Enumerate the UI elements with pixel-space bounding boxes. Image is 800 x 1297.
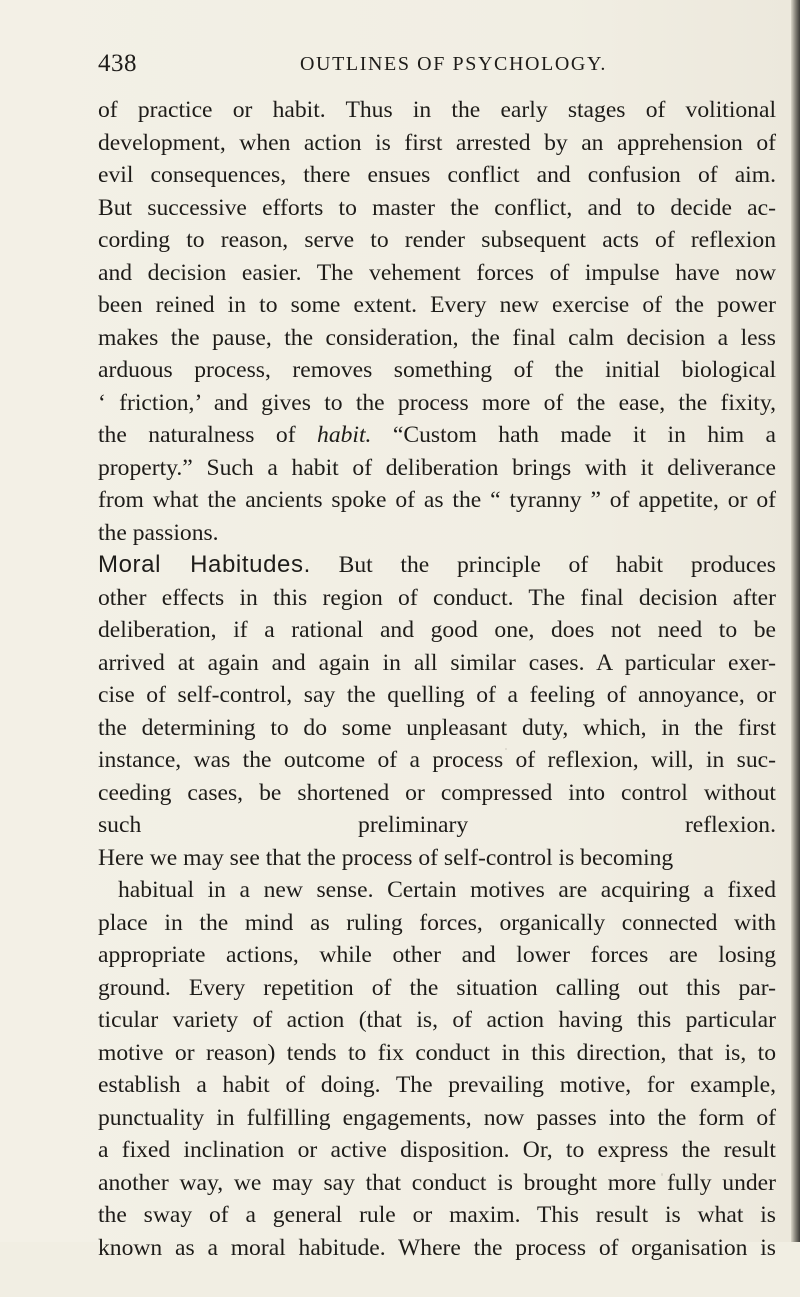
page-edge-shadow xyxy=(791,0,800,1242)
text-line: deliberation, if a rational and good one, does not need to be xyxy=(98,617,776,643)
text-line: other effects in this region of conduct. The final decision after xyxy=(98,584,776,611)
body-text xyxy=(98,94,776,1297)
text-line xyxy=(98,1264,776,1297)
text-line: property.” Such a habit of deliberation brings with it deliverance xyxy=(98,454,776,481)
page-header xyxy=(98,50,768,84)
text-line: place in the mind as ruling forces, organically connected with xyxy=(98,909,776,936)
text-line: appropriate actions, while other and lower forces are losing xyxy=(98,942,776,968)
text-line: ground. Every repetition of the situation calling out this par- xyxy=(98,974,776,1001)
text-line: evil consequences, there ensues conflict and confusion of aim. xyxy=(98,162,776,188)
text-line-sidehead xyxy=(98,549,776,582)
text-line: ‘ friction,’ and gives to the process more of the ease, the fixity, xyxy=(98,389,776,416)
text-segment: “Custom hath made it in him a xyxy=(371,422,776,448)
text-line: the determining to do some unpleasant duty, which, in the first xyxy=(98,714,776,741)
text-line: Here we may see that the process of self-control is becoming xyxy=(98,844,674,871)
text-line: and decision easier. The vehement forces of impulse have now xyxy=(98,259,776,286)
text-line: from what the ancients spoke of as the “ tyranny ” of appetite, or of xyxy=(98,487,776,513)
text-line: been reined in to some extent. Every new exercise of the power xyxy=(98,292,776,318)
text-line: motive or reason) tends to fix conduct in this direction, that is, to xyxy=(98,1039,776,1066)
text-line: arrived at again and again in all similar cases. A particular exer- xyxy=(98,649,776,676)
text-line: cording to reason, serve to render subsequent acts of reflexion xyxy=(98,227,776,253)
text-line: arduous process, removes something of the initial biological xyxy=(98,357,776,383)
paper-speck xyxy=(661,1173,663,1176)
text-line: another way, we may say that conduct is brought more fully under xyxy=(98,1169,776,1196)
text-line: habitual in a new sense. Certain motives are acquiring a fixed xyxy=(118,877,776,903)
text-line-mixed xyxy=(98,419,776,452)
text-line: the sway of a general rule or maxim. This result is what is xyxy=(98,1202,776,1228)
text-line: cise of self-control, say the quelling of a feeling of annoyance, or xyxy=(98,682,776,708)
text-line: development, when action is first arrested by an apprehension of xyxy=(98,129,776,156)
text-segment: the naturalness of xyxy=(98,422,318,448)
text-line: of practice or habit. Thus in the early stages of volitional xyxy=(98,97,776,123)
text-line: such preliminary reflexion. xyxy=(98,812,776,838)
italic-word: habit. xyxy=(317,422,372,448)
text-line: ceeding cases, be shortened or compressed into control without xyxy=(98,779,776,806)
section-sidehead: Moral Habitudes. xyxy=(98,551,311,578)
text-line: makes the pause, the consideration, the final calm decision a less xyxy=(98,324,776,351)
text-line: the passions. xyxy=(98,519,219,546)
text-line: a fixed inclination or active disposition. Or, to express the result xyxy=(98,1137,776,1163)
text-line: establish a habit of doing. The prevailing motive, for example, xyxy=(98,1072,776,1098)
text-line: But successive efforts to master the conflict, and to decide ac- xyxy=(98,194,776,221)
page-number: 438 xyxy=(98,50,137,77)
paper-speck xyxy=(505,748,507,750)
text-line: punctuality in fulfilling engagements, now passes into the form of xyxy=(98,1104,776,1131)
running-head: OUTLINES OF PSYCHOLOGY. xyxy=(300,53,608,75)
text-line: instance, was the outcome of a process of reflexion, will, in suc- xyxy=(98,747,776,773)
text-line: ticular variety of action (that is, of action having this particular xyxy=(98,1007,776,1033)
text-line: known as a moral habitude. Where the process of organisation is xyxy=(98,1234,776,1261)
text-segment: But the principle of habit produces xyxy=(310,552,776,578)
